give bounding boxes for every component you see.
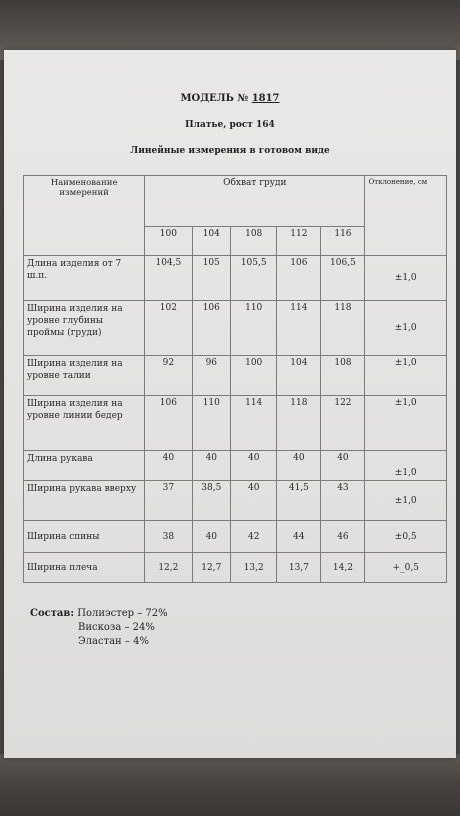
row-value: 104,5 bbox=[145, 256, 192, 301]
composition-item: Вискоза – 24% bbox=[78, 622, 155, 633]
dress-subtitle: Платье, рост 164 bbox=[185, 120, 275, 130]
row-value: 40 bbox=[277, 451, 321, 481]
size-header: 112 bbox=[277, 227, 321, 256]
row-value: 42 bbox=[231, 521, 277, 553]
row-value: 46 bbox=[321, 521, 365, 553]
row-value: 96 bbox=[192, 356, 231, 396]
header-chest-girth: Обхват груди bbox=[145, 176, 365, 227]
row-deviation: +_0,5 bbox=[365, 553, 447, 583]
row-value: 41,5 bbox=[277, 481, 321, 521]
table-row bbox=[24, 521, 447, 553]
composition-label: Состав: bbox=[30, 608, 75, 619]
row-value: 37 bbox=[145, 481, 192, 521]
composition-block bbox=[30, 607, 168, 649]
row-value: 122 bbox=[321, 396, 365, 451]
row-value: 12,2 bbox=[145, 553, 192, 583]
row-value: 40 bbox=[192, 451, 231, 481]
model-title bbox=[4, 93, 456, 104]
row-value: 106 bbox=[277, 256, 321, 301]
header-measurement-name: Наименование измерений bbox=[24, 176, 145, 256]
row-deviation: ±0,5 bbox=[365, 521, 447, 553]
model-title-prefix: МОДЕЛЬ № bbox=[180, 93, 249, 104]
table-row bbox=[24, 481, 447, 521]
model-number: 1817 bbox=[251, 93, 280, 104]
row-deviation: ±1,0 bbox=[365, 356, 447, 396]
row-name: Длина рукава bbox=[24, 451, 145, 481]
header-deviation: Отклонение, см bbox=[365, 176, 447, 256]
row-value: 44 bbox=[277, 521, 321, 553]
row-value: 40 bbox=[231, 451, 277, 481]
paper-sheet bbox=[4, 50, 456, 758]
row-deviation: ±1,0 bbox=[365, 481, 447, 521]
table-row bbox=[24, 451, 447, 481]
table-row bbox=[24, 396, 447, 451]
row-name: Длина изделия от 7 ш.п. bbox=[24, 256, 145, 301]
row-value: 102 bbox=[145, 301, 192, 356]
measurements-caption: Линейные измерения в готовом виде bbox=[130, 146, 330, 156]
row-name: Ширина изделия на уровне талии bbox=[24, 356, 145, 396]
table-row bbox=[24, 356, 447, 396]
row-value: 105,5 bbox=[231, 256, 277, 301]
row-value: 104 bbox=[277, 356, 321, 396]
row-value: 40 bbox=[192, 521, 231, 553]
size-header: 116 bbox=[321, 227, 365, 256]
row-value: 108 bbox=[321, 356, 365, 396]
row-value: 14,2 bbox=[321, 553, 365, 583]
row-value: 100 bbox=[231, 356, 277, 396]
row-deviation: ±1,0 bbox=[365, 256, 447, 301]
row-name: Ширина рукава вверху bbox=[24, 481, 145, 521]
size-header: 104 bbox=[192, 227, 231, 256]
table-surface-bottom bbox=[0, 754, 460, 816]
row-value: 13,7 bbox=[277, 553, 321, 583]
row-value: 12,7 bbox=[192, 553, 231, 583]
row-value: 106,5 bbox=[321, 256, 365, 301]
row-value: 118 bbox=[321, 301, 365, 356]
row-value: 114 bbox=[277, 301, 321, 356]
row-value: 106 bbox=[192, 301, 231, 356]
row-name: Ширина спины bbox=[24, 521, 145, 553]
row-value: 110 bbox=[231, 301, 277, 356]
row-value: 13,2 bbox=[231, 553, 277, 583]
row-value: 40 bbox=[321, 451, 365, 481]
row-value: 92 bbox=[145, 356, 192, 396]
composition-item: Эластан – 4% bbox=[78, 636, 149, 647]
row-value: 110 bbox=[192, 396, 231, 451]
size-header: 100 bbox=[145, 227, 192, 256]
row-value: 118 bbox=[277, 396, 321, 451]
row-value: 114 bbox=[231, 396, 277, 451]
row-value: 38,5 bbox=[192, 481, 231, 521]
size-header: 108 bbox=[231, 227, 277, 256]
row-name: Ширина плеча bbox=[24, 553, 145, 583]
row-value: 40 bbox=[145, 451, 192, 481]
measurements-table bbox=[23, 175, 447, 583]
row-name: Ширина изделия на уровне линии бедер bbox=[24, 396, 145, 451]
row-name: Ширина изделия на уровне глубины проймы (груди) bbox=[24, 301, 145, 356]
row-deviation: ±1,0 bbox=[365, 451, 447, 481]
row-value: 106 bbox=[145, 396, 192, 451]
row-value: 38 bbox=[145, 521, 192, 553]
table-row bbox=[24, 301, 447, 356]
composition-item: Полиэстер – 72% bbox=[77, 608, 168, 619]
row-value: 40 bbox=[231, 481, 277, 521]
row-value: 105 bbox=[192, 256, 231, 301]
table-row bbox=[24, 256, 447, 301]
row-deviation: ±1,0 bbox=[365, 301, 447, 356]
row-deviation: ±1,0 bbox=[365, 396, 447, 451]
table-header-row bbox=[24, 176, 447, 227]
row-value: 43 bbox=[321, 481, 365, 521]
table-row bbox=[24, 553, 447, 583]
